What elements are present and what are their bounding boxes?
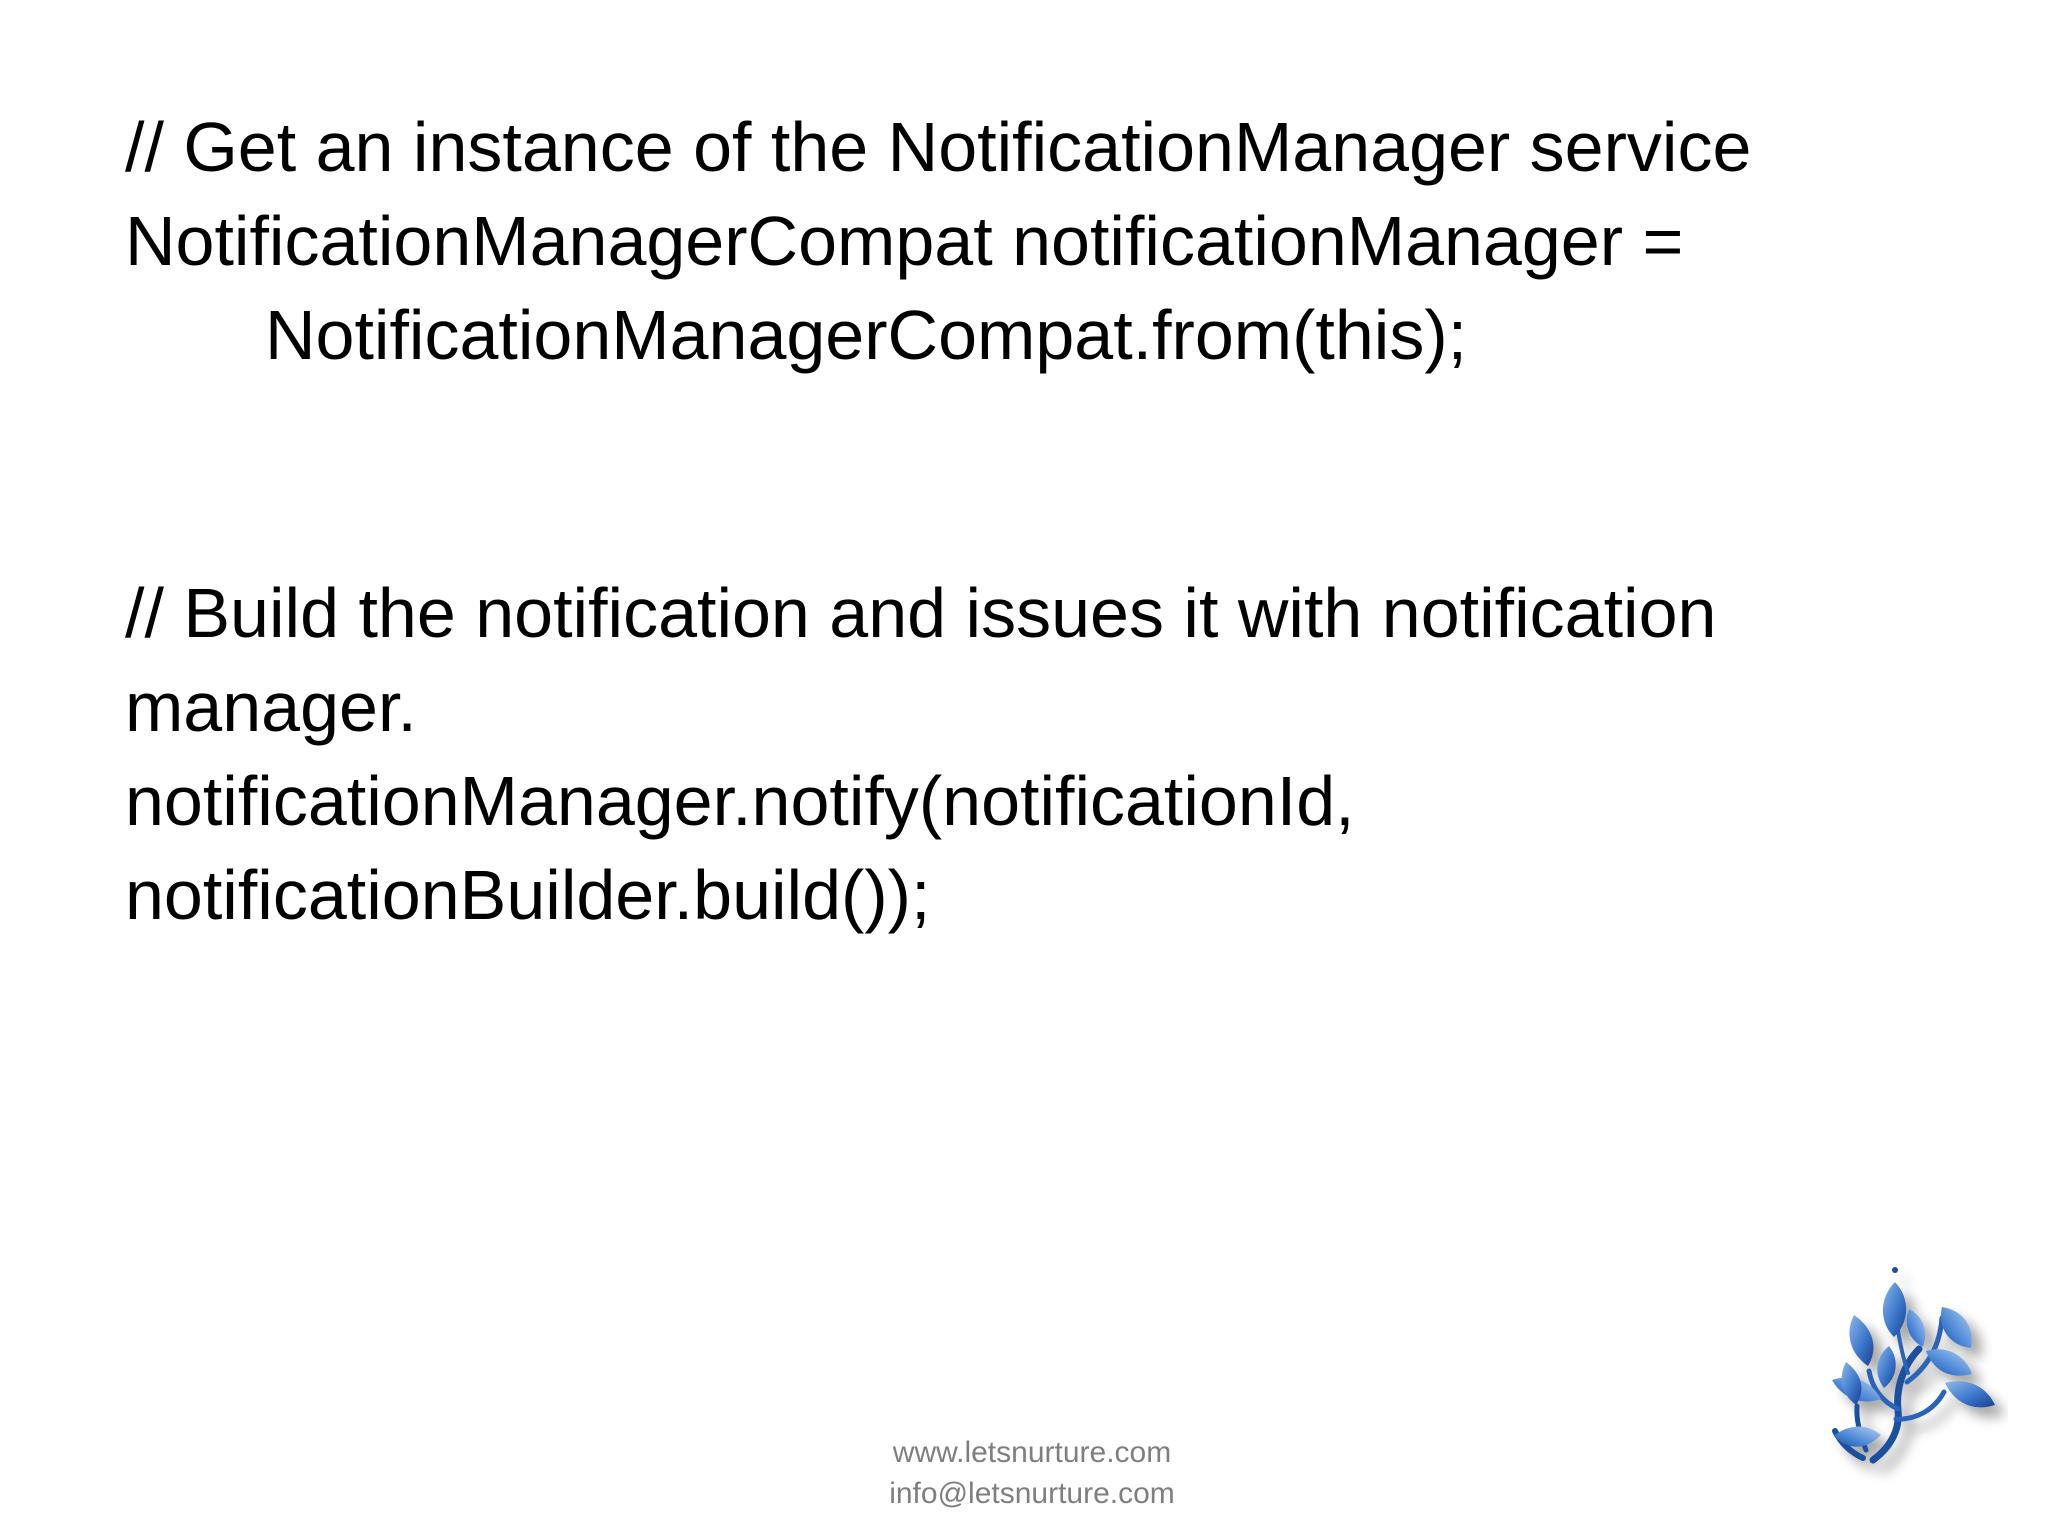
code-comment-get-notification-manager: // Get an instance of the NotificationManager service (125, 108, 1752, 186)
code-line-notification-manager-declaration: NotificationManagerCompat notificationManager = (125, 202, 1684, 280)
code-line-builder-build-call: notificationBuilder.build()); (125, 856, 931, 934)
code-line-notify-call: notificationManager.notify(notificationId, (125, 762, 1355, 840)
footer-website: www.letsnurture.com (892, 1436, 1172, 1469)
leaf-tree-logo-icon (1818, 1262, 2008, 1498)
slide-footer (0, 1432, 2048, 1514)
code-comment-build-notification-part-2: manager. (125, 668, 417, 746)
blank-line-spacer (125, 382, 1965, 566)
footer-email: info@letsnurture.com (889, 1477, 1175, 1510)
code-text-content (125, 100, 1965, 942)
code-comment-build-notification-part-1: // Build the notification and issues it with notification (125, 574, 1717, 652)
code-line-notification-manager-from: NotificationManagerCompat.from(this); (265, 296, 1468, 374)
